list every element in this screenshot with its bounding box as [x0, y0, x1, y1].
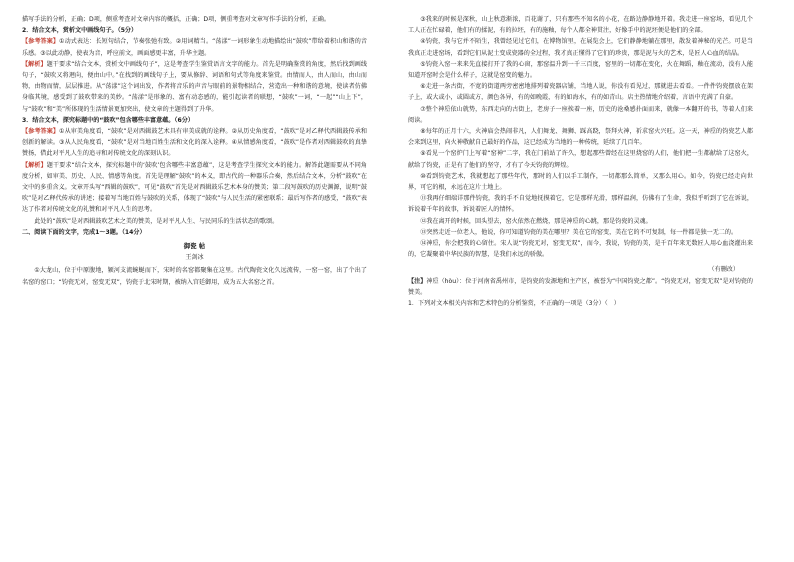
- summary-paragraph: 此处的“鼓吹”是对西辑鼓吹艺术之美的赞美，是对平凡人生、与民同乐的生活状态的歌颂。: [34, 217, 279, 225]
- answer-text: ①从审美角度看，“鼓吹”是对西辑鼓艺术具有审美成就的诠释。②从历史角度看，“鼓吹”是对乙释代西辑鼓传承和创新的解读。③从人民角度看，“鼓吹”是对当地百姓生活和文化的深入诠释。④从情感角度看，“鼓吹”是作者对西辑鼓吹的真挚赞扬，借此对平凡人生的追寻和对传统文化的深刻认识。: [22, 128, 367, 158]
- article-paragraph: ⑩看到钧瓷艺术，我就想起了那些年代，那时的人们以手工制作，一切都那么简单，又那么用心。如今，钧瓷已经走向世界，可它的根，永远在这片土地上。: [408, 172, 753, 192]
- article-paragraph: ⑪我再仔细端详那件钧瓷，我的手不自觉地抚摸着它，它是那样光滑，那样温润，仿佛有了生命，我似乎听到了它在诉说，诉说着千年的故事，诉说着匠人的情怀。: [408, 195, 753, 214]
- footnote-tag: 【注】: [408, 277, 427, 285]
- left-column: [22, 14, 367, 288]
- question-1: 1．下列对文本相关内容和艺术特色的分析鉴赏，不正确的一项是（3分）（ ）: [408, 300, 620, 308]
- analysis-block-3: [22, 160, 367, 216]
- analysis-text: 题干要求“结合文本，赏析文中画线句子”，这是考查学生鉴赏语言文字的能力。首先是明确鉴赏的角度，然后找到画线句子，“鼓吹又将迴向，便由山中。”在找到的画线句子上，要从修辞、词语和句式等角度来鉴赏。由情而人，由人而山，由山而物，由物而情，层层推进。从“荡漾”这个词出发，作者将音乐的声音与眼前的景物相结合，营造出一种和谐的意境，使读者仿佛身临其境，感受到了鼓吹带来的美妙。“荡漾”是形象的、富有动态感的，能引起读者的联想，“鼓吹”一词，“一起”“山上下”，与“鼓吹”和“美”所体现的生活情景更加突出，使文章的主题得到了升华。: [22, 60, 367, 113]
- footnote: [408, 276, 753, 298]
- article-paragraph: ⑧每年的正月十六，火神庙会热闹非凡，人们舞龙、舞狮、踩高跷，祭拜火神，祈求窑火兴旺。这一天，神垕的钧瓷艺人都会来到这里，向火神敬献自己最好的作品，这已经成为当地的一种传统，延续了几百年。: [408, 128, 753, 147]
- article-paragraph: ⑥走进一条古街，不宽的街道两旁密密地排列着瓷器店铺，当地人说，你没有看见过，那就进去看看。一件件钧瓷摆放在架子上，或大或小，或圆或方，颜色各异，有的如晚霞，有的如海水，有的如青山。店主热情地介绍着，言语中充满了自豪。: [408, 83, 753, 102]
- article-title: 御瓷 帖: [183, 242, 206, 251]
- article-paragraph: ⑫我在离开的时候，回头望去，窑火依然在燃烧，那是神垕的心跳，那是钧瓷的灵魂。: [420, 217, 652, 225]
- analysis-tag: 【解析】: [22, 60, 47, 68]
- analysis-block-2: [22, 59, 367, 115]
- article-author: 王剑冰: [185, 254, 204, 262]
- article-paragraph: ⑤钧瓷入窑一来来先直接打开了我的心窗，那窑温升到一千三百度，窑里的一切都在变化，火在舞蹈，釉在流动，没有人能知道开窑时会是什么样子，这就是窑变的魅力。: [408, 60, 753, 80]
- article-paragraph: ⑭神垕，你会把我的心留住。宋人说“钧瓷无对，窑变无双”，而今，我说，钧瓷的美，是千百年来无数匠人用心血浇灌出来的，它凝聚着中华民族的智慧，是我们永远的骄傲。: [408, 240, 753, 259]
- analysis-text: 题干要求“结合文本，探究标题中的‘鼓吹’包含哪些丰富意蕴”，这是考查学生探究文本的能力。解答此题需要从不同角度分析，如审美、历史、人民、情感等角度。首先是理解“鼓吹”的本义，即古代的一种器乐合奏，然后结合文本，分析“鼓吹”在文中的多重含义。文章开头写“西辑的鼓吹”，可见“鼓吹”首先是对西辑鼓乐艺术本身的赞美；第二段写鼓吹的历史渊源，说明“鼓吹”是对乙释代传承的讲述；接着写当地百姓与鼓吹的关系，体现了“鼓吹”与人民生活的紧密联系；最后写作者的感受，“鼓吹”表达了作者对传统文化的礼赞和对平凡人生的思考。: [22, 161, 368, 214]
- article-paragraph: ④钧瓷，我与它并不陌生，我曾经见过它们，在博物馆里，在展览会上，它们静静地躺在那里，散发着神秘的光芒。可是当我真正走进窑场，看到它们从泥土变成瓷器的全过程，我才真正懂得了它们的珍贵，那是泥与火的艺术，是匠人心血的结晶。: [408, 38, 753, 57]
- answer-tag: 【参考答案】: [22, 128, 60, 136]
- article-paragraph: ①大龙山，位于中原腹地，颍河支流蜿蜒而下，宋时的名窑都聚集在这里。古代陶瓷文化久远流传，一窑一窑，出了个出了名窑的窑口；“钧瓷无对，窑变无双”，钧瓷于北宋时期，被纳入宫廷御用，成为五大名窑之首。: [22, 267, 367, 286]
- answer-tag: 【参考答案】: [22, 38, 60, 46]
- right-column: [408, 14, 753, 309]
- article-paragraph: ⑨看见一个窑炉门上写着“窑神”二字，我在门前站了许久，想起那些曾经在这里烧窑的人们，他们把一生都献给了这窑火，献给了钧瓷，正是有了他们的坚守，才有了今天钧瓷的辉煌。: [408, 150, 753, 169]
- answer-block-3: [22, 126, 367, 160]
- section-heading: 二、阅读下面的文字，完成1～3题。（14分）: [22, 228, 146, 236]
- footnote-text: 神垕（hòu）：位于河南省禹州市，是钧瓷的发源地和主产区，被誉为“中国钧瓷之都”。“钧瓷无对，窑变无双”是对钧瓷的赞美。: [408, 277, 754, 296]
- answer-block-2: [22, 36, 367, 58]
- source-note: （有删改）: [708, 266, 739, 274]
- article-paragraph: ⑦整个神垕依山就势，东西走向的古街上，老房子一座挨着一座，历史的沧桑感扑面而来，就像一本翻开的书，等着人们来阅读。: [408, 105, 753, 124]
- article-paragraph: ⑬突然走近一位老人，他说，你可知道钧瓷的美在哪里？美在它的窑变，美在它的不可复制，每一件都是独一无二的。: [420, 228, 738, 236]
- question-2: 2．结合文本，赏析文中画线句子。（5分）: [22, 27, 138, 35]
- question-3: 3．结合文本，探究标题中的“鼓吹”包含哪些丰富意蕴。（6分）: [22, 116, 194, 124]
- answer-text: ①动式表达：长短句结合，节奏张弛有致。②用词精当。“荡漾”一词形象生动地描绘出“鼓吹”带给着积山和谐的音乐感。③以此动静，使表为音，呼应前文，画面感更丰富，升华主题。: [22, 38, 367, 57]
- article-paragraph: ③我来的时候是深秋，山上秋意渐浓，百花谢了，只有那些不知名的小花，在路边静静地开着。我走进一座窑场，看见几个工人正在忙碌着，他们有的揉泥，有的拉坯，有的施釉，每个人都全神贯注，好像手中的泥坯便是他们的全部。: [408, 16, 753, 35]
- analysis-tag: 【解析】: [22, 161, 47, 169]
- answer-paragraph: 描写手法的分析，正确；D项，侧重考查对文章内容的概括，正确；D项，侧重考查对文章写作手法的分析，正确。: [22, 16, 330, 23]
